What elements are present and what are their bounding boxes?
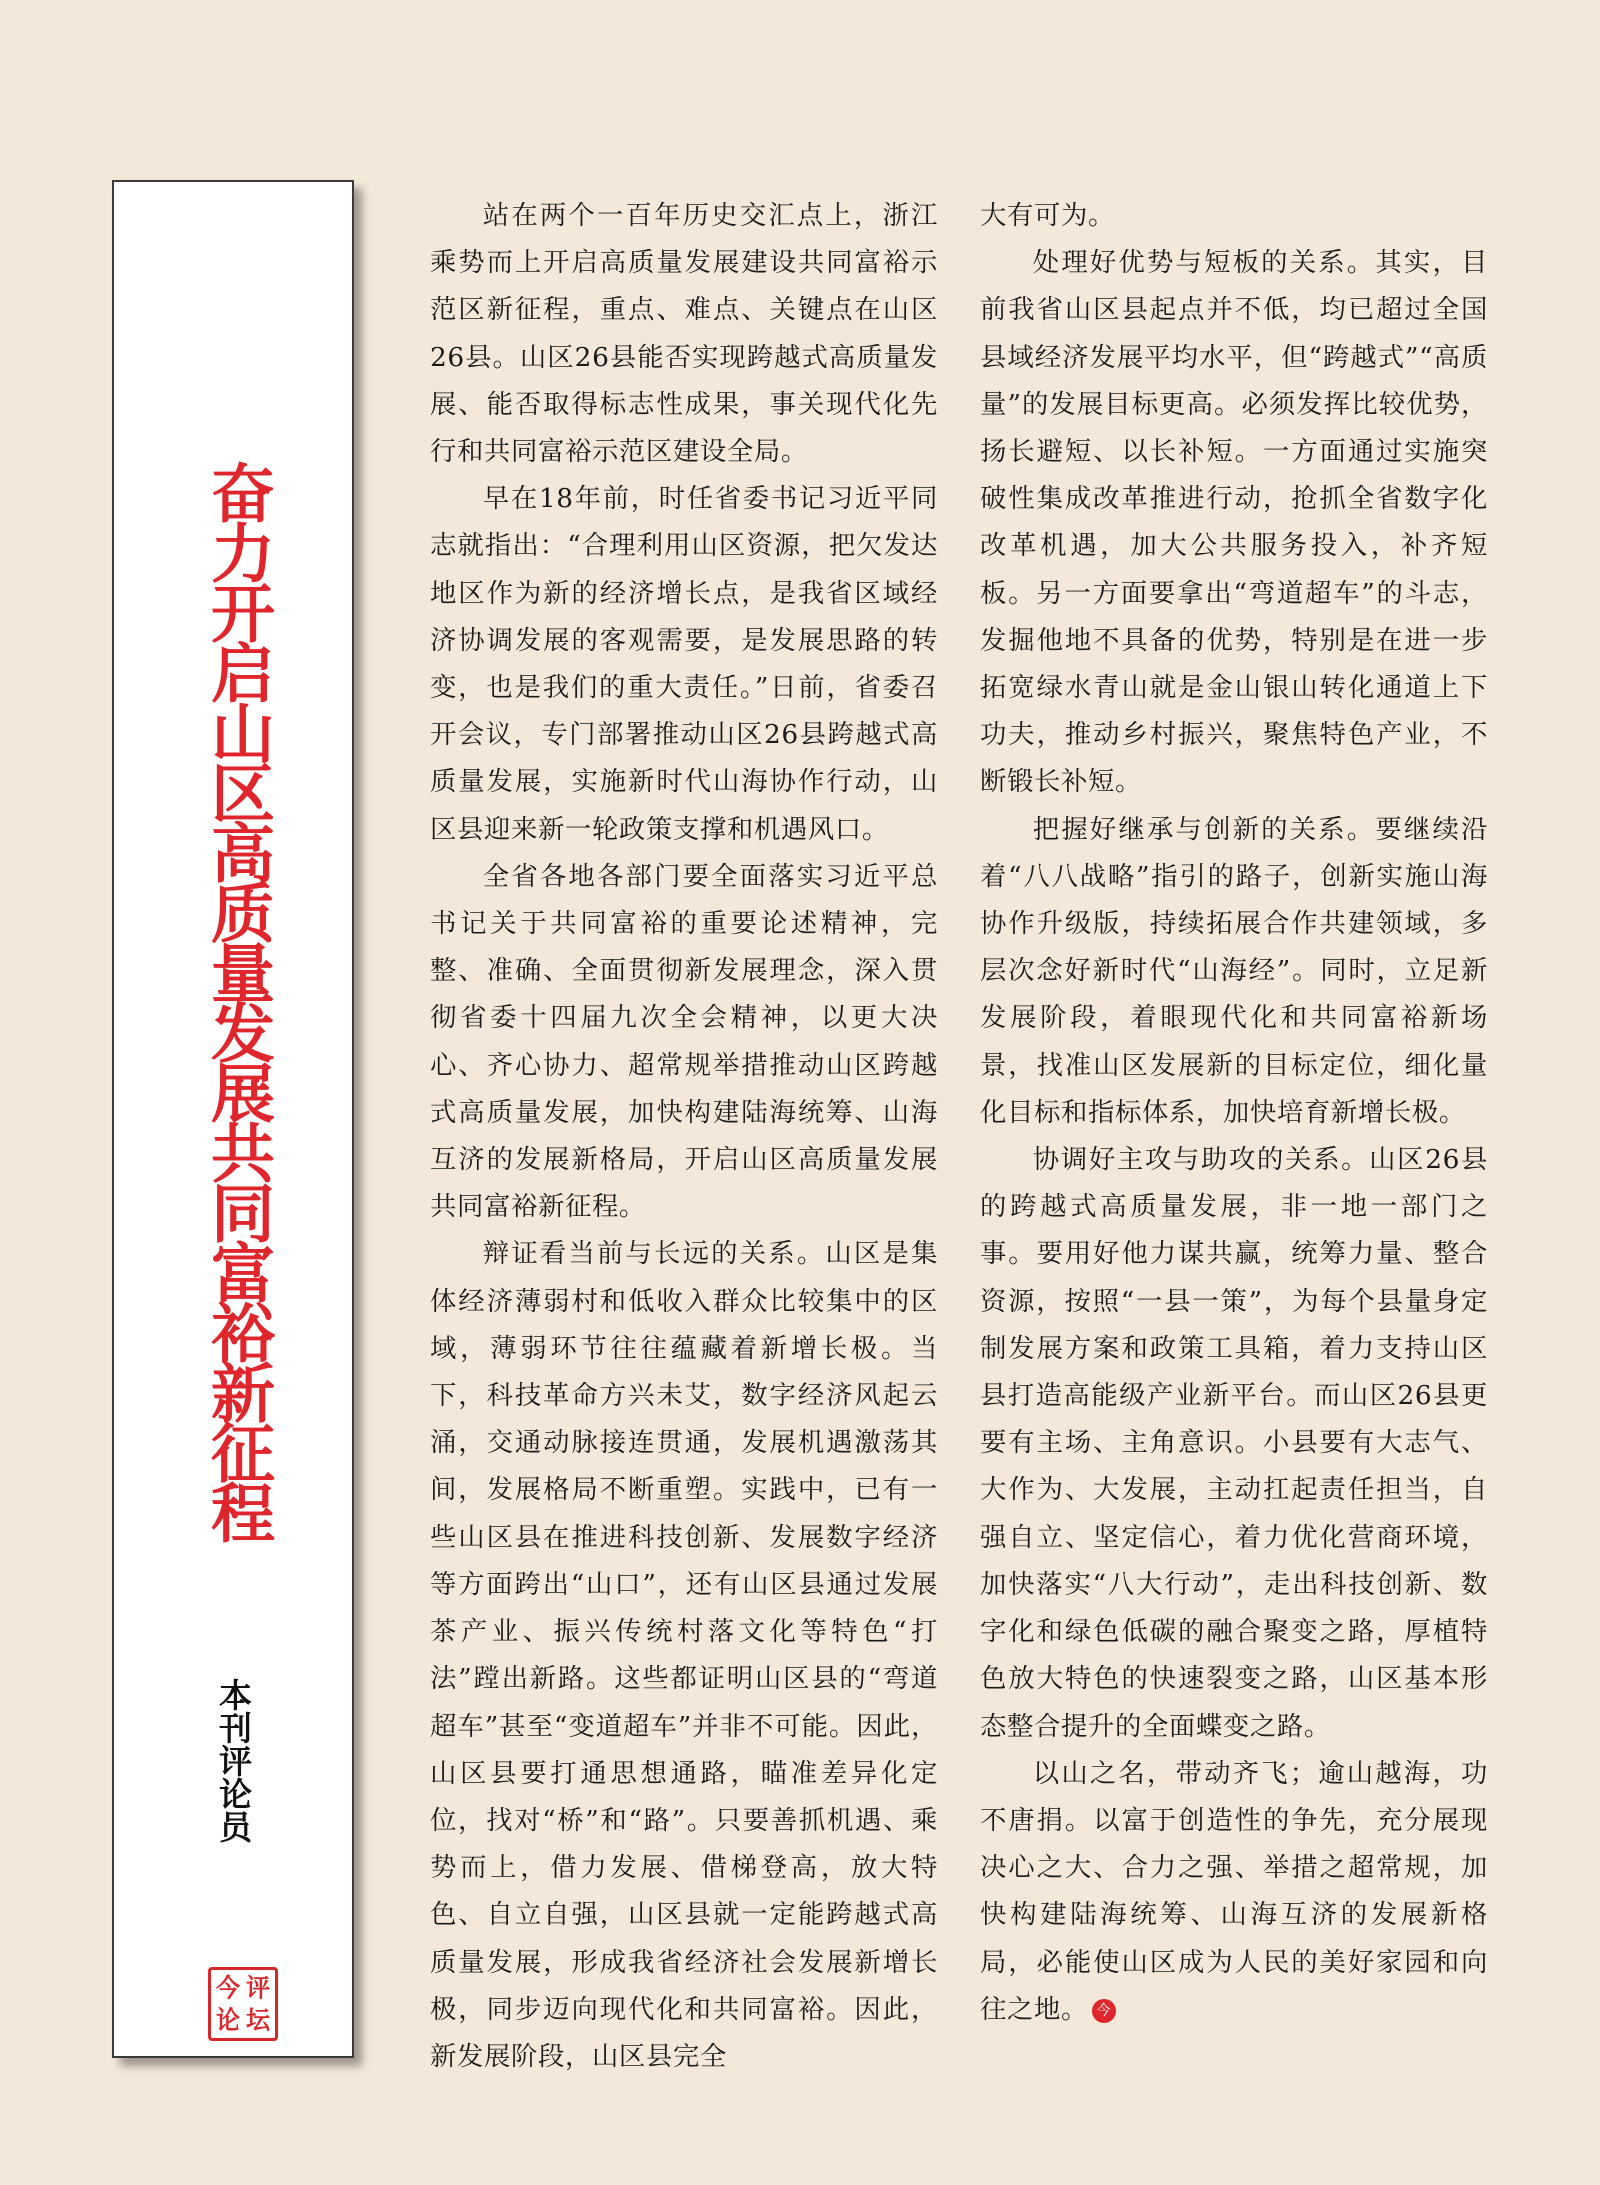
seal-char: 评 [246, 1973, 270, 2003]
body-paragraph: 协调好主攻与助攻的关系。山区26县的跨越式高质量发展，非一地一部门之事。要用好他力谋共赢，统筹力量、整合资源，按照“一县一策”，为每个县量身定制发展方案和政策工具箱，着力支持山区县打造高能级产业新平台。而山区26县更要有主场、主角意识。小县要有大志气、大作为、大发展，主动扛起责任担当，自强自立、坚定信心，着力优化营商环境，加快落实“八大行动”，走出科技创新、数字化和绿色低碳的融合聚变之路，厚植特色放大特色的快速裂变之路，山区基本形态整合提升的全面蝶变之路。 [980, 1144, 1488, 1742]
body-paragraph: 把握好继承与创新的关系。要继续沿着“八八战略”指引的路子，创新实施山海协作升级版，持续拓展合作共建领域，多层次念好新时代“山海经”。同时，立足新发展阶段，着眼现代化和共同富裕新场景，找准山区发展新的目标定位，细化量化目标和指标体系，加快培育新增长极。 [980, 813, 1488, 1128]
article-title: 奋力开启山区高质量发展共同富裕新征程 [200, 460, 274, 1540]
final-paragraph-text: 以山之名，带动齐飞；逾山越海，功不唐捐。以富于创造性的争先，充分展现决心之大、合力之强、举措之超常规，加快构建陆海统筹、山海互济的发展新格局，必能使山区成为人民的美好家园和向往之地。 [980, 1757, 1488, 2025]
body-paragraph-continuation: 大有可为。 [980, 200, 1115, 231]
author-byline: 本刊评论员 [214, 1678, 253, 1843]
body-paragraph: 辩证看当前与长远的关系。山区是集体经济薄弱村和低收入群众比较集中的区域，薄弱环节往往蕴藏着新增长极。当下，科技革命方兴未艾，数字经济风起云涌，交通动脉接连贯通，发展机遇激荡其间，发展格局不断重塑。实践中，已有一些山区县在推进科技创新、发展数字经济等方面跨出“山口”，还有山区县通过发展茶产业、振兴传统村落文化等特色“打法”蹚出新路。这些都证明山区县的“弯道超车”甚至“变道超车”并非不可能。因此，山区县要打通思想通路，瞄准差异化定位，找对“桥”和“路”。只要善抓机遇、乘势而上，借力发展、借梯登高，放大特色、自立自强，山区县就一定能跨越式高质量发展，形成我省经济社会发展新增长极，同步迈向现代化和共同富裕。因此，新发展阶段，山区县完全 [430, 1238, 938, 2072]
body-paragraph: 站在两个一百年历史交汇点上，浙江乘势而上开启高质量发展建设共同富裕示范区新征程，重点、难点、关键点在山区26县。山区26县能否实现跨越式高质量发展、能否取得标志性成果，事关现代化先行和共同富裕示范区建设全局。 [430, 200, 938, 468]
end-mark-icon: 今 [1092, 1999, 1116, 2023]
body-paragraph: 处理好优势与短板的关系。其实，目前我省山区县起点并不低，均已超过全国县域经济发展平均水平，但“跨越式”“高质量”的发展目标更高。必须发挥比较优势，扬长避短、以长补短。一方面通过实施突破性集成改革推进行动，抢抓全省数字化改革机遇，加大公共服务投入，补齐短板。另一方面要拿出“弯道超车”的斗志，发掘他地不具备的优势，特别是在进一步拓宽绿水青山就是金山银山转化通道上下功夫，推动乡村振兴，聚焦特色产业，不断锻长补短。 [980, 247, 1488, 798]
body-column-left [430, 192, 938, 2080]
title-card [112, 180, 354, 2058]
body-paragraph-final [980, 1750, 1488, 2033]
seal-stamp-icon [208, 1967, 278, 2041]
body-paragraph: 早在18年前，时任省委书记习近平同志就指出：“合理利用山区资源，把欠发达地区作为新的经济增长点，是我省区域经济协调发展的客观需要，是发展思路的转变，也是我们的重大责任。”日前，省委召开会议，专门部署推动山区26县跨越式高质量发展，实施新时代山海协作行动，山区县迎来新一轮政策支撑和机遇风口。 [430, 483, 938, 845]
body-column-right [980, 192, 1488, 2033]
seal-char: 论 [216, 2005, 240, 2035]
body-paragraph: 全省各地各部门要全面落实习近平总书记关于共同富裕的重要论述精神，完整、准确、全面贯彻新发展理念，深入贯彻省委十四届九次全会精神，以更大决心、齐心协力、超常规举措推动山区跨越式高质量发展，加快构建陆海统筹、山海互济的发展新格局，开启山区高质量发展共同富裕新征程。 [430, 860, 938, 1223]
seal-char: 今 [216, 1973, 240, 2003]
seal-char: 坛 [246, 2005, 270, 2035]
